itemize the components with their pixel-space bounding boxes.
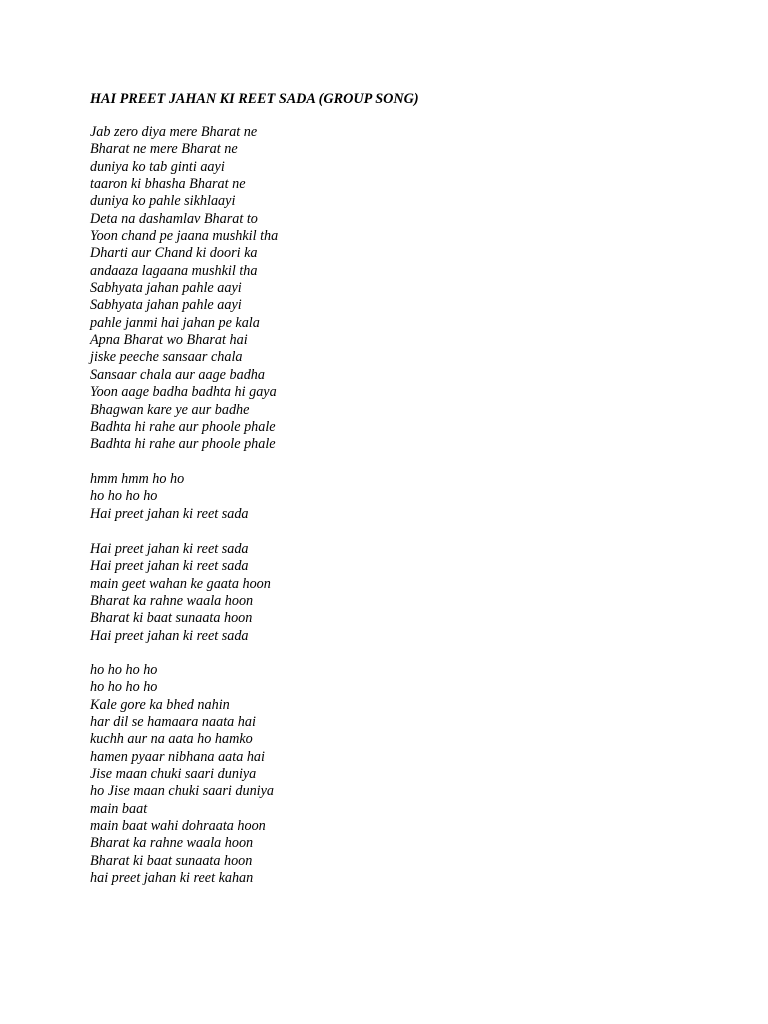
lyric-line: duniya ko tab ginti aayi bbox=[90, 158, 225, 175]
lyric-line: hamen pyaar nibhana aata hai bbox=[90, 748, 265, 765]
lyric-line: Deta na dashamlav Bharat to bbox=[90, 210, 258, 227]
lyric-line: Yoon aage badha badhta hi gaya bbox=[90, 384, 277, 401]
stanza-4 bbox=[90, 662, 274, 887]
lyric-line: Bhagwan kare ye aur badhe bbox=[90, 401, 250, 418]
lyric-line: ho ho ho ho bbox=[90, 662, 158, 678]
lyric-line: Hai preet jahan ki reet sada bbox=[90, 541, 249, 557]
lyric-line: har dil se hamaara naata hai bbox=[90, 714, 256, 731]
lyric-line: Badhta hi rahe aur phoole phale bbox=[90, 436, 276, 453]
lyric-line: Jab zero diya mere Bharat ne bbox=[90, 124, 258, 140]
lyric-line: duniya ko pahle sikhlaayi bbox=[90, 193, 236, 210]
lyric-line: taaron ki bhasha Bharat ne bbox=[90, 176, 246, 193]
lyric-line: Kale gore ka bhed nahin bbox=[90, 696, 230, 713]
lyric-line: Badhta hi rahe aur phoole phale bbox=[90, 418, 276, 435]
song-title: HAI PREET JAHAN KI REET SADA (GROUP SONG) bbox=[90, 91, 419, 107]
lyric-line: jiske peeche sansaar chala bbox=[90, 349, 243, 366]
lyric-line: ho ho ho ho bbox=[90, 488, 158, 505]
lyric-line: Dharti aur Chand ki doori ka bbox=[90, 245, 258, 262]
lyric-line: hmm hmm ho ho bbox=[90, 471, 185, 487]
lyric-line: Sabhyata jahan pahle aayi bbox=[90, 280, 242, 297]
lyric-line: Bharat ki baat sunaata hoon bbox=[90, 852, 253, 869]
lyric-line: Bharat ne mere Bharat ne bbox=[90, 141, 238, 158]
lyric-line: Bharat ka rahne waala hoon bbox=[90, 593, 254, 610]
lyric-line: Yoon chand pe jaana mushkil tha bbox=[90, 228, 279, 245]
lyric-line: Jise maan chuki saari duniya bbox=[90, 766, 257, 783]
lyric-line: main geet wahan ke gaata hoon bbox=[90, 575, 271, 592]
lyric-line: Sabhyata jahan pahle aayi bbox=[90, 297, 242, 314]
lyric-line: pahle janmi hai jahan pe kala bbox=[90, 314, 260, 331]
lyric-line: Hai preet jahan ki reet sada bbox=[90, 558, 249, 575]
lyric-line: main baat bbox=[90, 800, 148, 817]
lyric-line: main baat wahi dohraata hoon bbox=[90, 818, 266, 835]
lyric-line: Bharat ka rahne waala hoon bbox=[90, 835, 254, 852]
stanza-2 bbox=[90, 471, 249, 523]
lyric-line: Hai preet jahan ki reet sada bbox=[90, 505, 249, 522]
lyric-line: andaaza lagaana mushkil tha bbox=[90, 262, 258, 279]
lyric-line: Apna Bharat wo Bharat hai bbox=[90, 332, 248, 349]
lyric-line: Sansaar chala aur aage badha bbox=[90, 366, 265, 383]
stanza-3 bbox=[90, 541, 271, 645]
lyric-line: ho ho ho ho bbox=[90, 679, 158, 696]
lyric-line: Bharat ki baat sunaata hoon bbox=[90, 610, 253, 627]
stanza-1 bbox=[90, 124, 278, 454]
lyric-line: ho Jise maan chuki saari duniya bbox=[90, 783, 275, 800]
lyric-line: Hai preet jahan ki reet sada bbox=[90, 627, 249, 644]
lyric-line: hai preet jahan ki reet kahan bbox=[90, 870, 254, 887]
lyric-line: kuchh aur na aata ho hamko bbox=[90, 731, 253, 748]
